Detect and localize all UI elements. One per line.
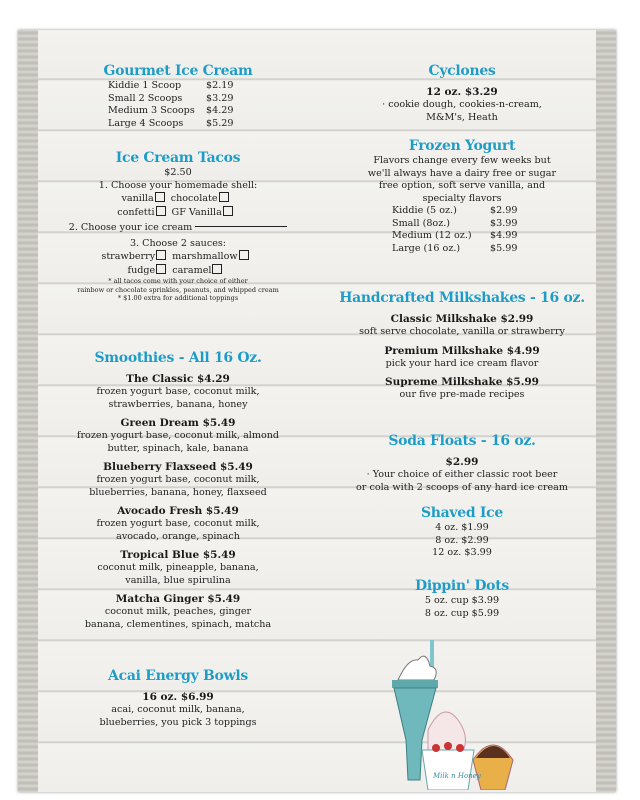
menu-item-name: Supreme Milkshake $5.99: [385, 376, 539, 388]
menu-section: [38, 63, 318, 130]
option-checkbox[interactable]: [219, 192, 229, 202]
price-row: [38, 105, 318, 118]
section-title: Soda Floats - 16 oz.: [388, 433, 536, 449]
option-checkbox[interactable]: [223, 206, 233, 216]
option-label: strawberry: [101, 251, 156, 262]
menu-section: [322, 505, 602, 560]
section-title: Acai Energy Bowls: [108, 668, 248, 684]
description: or cola with 2 scoops of any hard ice cream: [356, 481, 568, 493]
option-checkbox[interactable]: [239, 250, 249, 260]
menu-item-name: Tropical Blue $5.49: [120, 549, 236, 561]
option-checkbox[interactable]: [156, 250, 166, 260]
description: 8 oz. $2.99: [435, 534, 489, 546]
choice-line: [38, 222, 318, 235]
item-label: Kiddie 1 Scoop: [108, 80, 182, 91]
option-label: marshmallow: [172, 251, 238, 262]
item-price: $2.99: [490, 205, 518, 216]
description: acai, coconut milk, banana,: [111, 704, 245, 715]
menu-item-name: Green Dream $5.49: [120, 417, 236, 429]
menu-item-name: 12 oz. $3.29: [426, 86, 498, 98]
section-title: Shaved Ice: [420, 505, 504, 521]
description: blueberries, you pick 3 toppings: [99, 716, 257, 728]
description: M&M's, Heath: [426, 111, 498, 123]
section-title: Dippin' Dots: [415, 578, 509, 594]
section-title: Cyclones: [428, 63, 496, 79]
menu-section: [38, 150, 318, 303]
description: Flavors change every few weeks but: [373, 155, 551, 166]
menu-section: [38, 668, 318, 729]
item-price: $5.29: [206, 117, 234, 129]
section-title: Gourmet Ice Cream: [103, 63, 253, 79]
option-label: vanilla: [121, 193, 154, 204]
description: frozen yogurt base, coconut milk, almond: [76, 430, 280, 441]
item-label: Large (16 oz.): [392, 242, 461, 254]
item-price: $5.99: [490, 242, 518, 254]
price-row: [38, 80, 318, 93]
description: 4 oz. $1.99: [435, 522, 489, 533]
menu-item-name: Classic Milkshake $2.99: [390, 313, 534, 325]
option-checkbox[interactable]: [156, 264, 166, 274]
item-price: $4.99: [490, 230, 518, 241]
dessert-illustration: [378, 640, 528, 790]
section-title: Smoothies - All 16 Oz.: [94, 350, 262, 366]
description: 5 oz. cup $3.99: [424, 595, 500, 606]
menu-item-name: Premium Milkshake $4.99: [384, 344, 540, 357]
checkbox-row: [38, 250, 318, 264]
description: we'll always have a dairy free or sugar: [367, 167, 557, 179]
description: coconut milk, peaches, ginger: [104, 606, 252, 617]
menu-item-name: The Classic $4.29: [126, 373, 230, 385]
menu-section: [38, 350, 318, 631]
description: 3. Choose 2 sauces:: [129, 237, 227, 249]
description: $2.50: [164, 167, 192, 178]
option-checkbox[interactable]: [155, 192, 165, 202]
choice-label: 2. Choose your ice cream: [68, 222, 193, 233]
price-row: [322, 243, 602, 256]
wood-edge-left: [18, 30, 38, 792]
checkbox-row: [38, 264, 318, 278]
menu-item-name: Avocado Fresh $5.49: [117, 505, 239, 517]
section-title: Handcrafted Milkshakes - 16 oz.: [339, 290, 585, 306]
description: · cookie dough, cookies-n-cream,: [382, 99, 542, 110]
option-label: caramel: [172, 264, 212, 276]
description: pick your hard ice cream flavor: [385, 357, 539, 369]
option-checkbox[interactable]: [156, 206, 166, 216]
description: soft serve chocolate, vanilla or strawberry: [359, 326, 565, 337]
item-label: Kiddie (5 oz.): [392, 205, 457, 216]
description: 12 oz. $3.99: [432, 547, 492, 558]
option-label: fudge: [127, 264, 156, 276]
price-row: [38, 118, 318, 131]
price-row: [322, 205, 602, 218]
description: · Your choice of either classic root beer: [366, 469, 558, 480]
description: 8 oz. cup $5.99: [424, 607, 500, 619]
description: blueberries, banana, honey, flaxseed: [89, 486, 267, 498]
menu-section: [322, 63, 602, 124]
description: butter, spinach, kale, banana: [107, 442, 249, 454]
option-label: GF Vanilla: [171, 206, 222, 218]
item-price: $3.99: [490, 217, 518, 229]
description: vanilla, blue spirulina: [125, 574, 231, 586]
menu-item-name: 16 oz. $6.99: [142, 691, 214, 703]
item-price: $4.29: [206, 105, 234, 116]
description: specialty flavors: [422, 192, 502, 204]
footnote: * $1.00 extra for additional toppings: [117, 294, 239, 302]
write-in-line[interactable]: [195, 226, 287, 227]
price-row: [38, 93, 318, 106]
checkbox-row: [38, 206, 318, 220]
description: free option, soft serve vanilla, and: [378, 180, 546, 191]
option-checkbox[interactable]: [212, 264, 222, 274]
menu-item-name: Blueberry Flaxseed $5.49: [103, 461, 253, 473]
item-label: Medium (12 oz.): [392, 230, 472, 241]
description: banana, clementines, spinach, matcha: [84, 618, 272, 630]
description: coconut milk, pineapple, banana,: [97, 562, 259, 573]
menu-section: [322, 578, 602, 620]
logo-text: Milk n Honey: [433, 772, 481, 780]
checkbox-row: [38, 192, 318, 206]
item-label: Small (8oz.): [392, 217, 451, 229]
menu-section: [322, 433, 602, 494]
menu-section: [322, 138, 602, 255]
menu-item-name: $2.99: [445, 456, 479, 468]
price-row: [322, 230, 602, 243]
section-title: Frozen Yogurt: [408, 138, 516, 154]
description: frozen yogurt base, coconut milk,: [96, 386, 260, 397]
description: frozen yogurt base, coconut milk,: [96, 474, 260, 485]
item-label: Small 2 Scoops: [108, 92, 183, 104]
menu-section: [322, 290, 602, 402]
description: avocado, orange, spinach: [116, 530, 240, 542]
option-label: confetti: [117, 206, 155, 218]
description: strawberries, banana, honey: [108, 398, 248, 410]
option-label: chocolate: [170, 193, 218, 204]
description: 1. Choose your homemade shell:: [98, 179, 258, 191]
menu-item-name: Matcha Ginger $5.49: [115, 593, 241, 605]
item-label: Large 4 Scoops: [108, 117, 184, 129]
footnote: rainbow or chocolate sprinkles, peanuts, and whipped cream: [77, 285, 279, 294]
item-price: $2.19: [206, 80, 234, 91]
description: frozen yogurt base, coconut milk,: [96, 518, 260, 529]
section-title: Ice Cream Tacos: [115, 150, 241, 166]
description: our five pre-made recipes: [399, 389, 525, 400]
price-row: [322, 218, 602, 231]
item-price: $3.29: [206, 92, 234, 104]
item-label: Medium 3 Scoops: [108, 105, 195, 116]
footnote: * all tacos come with your choice of either: [108, 277, 248, 285]
